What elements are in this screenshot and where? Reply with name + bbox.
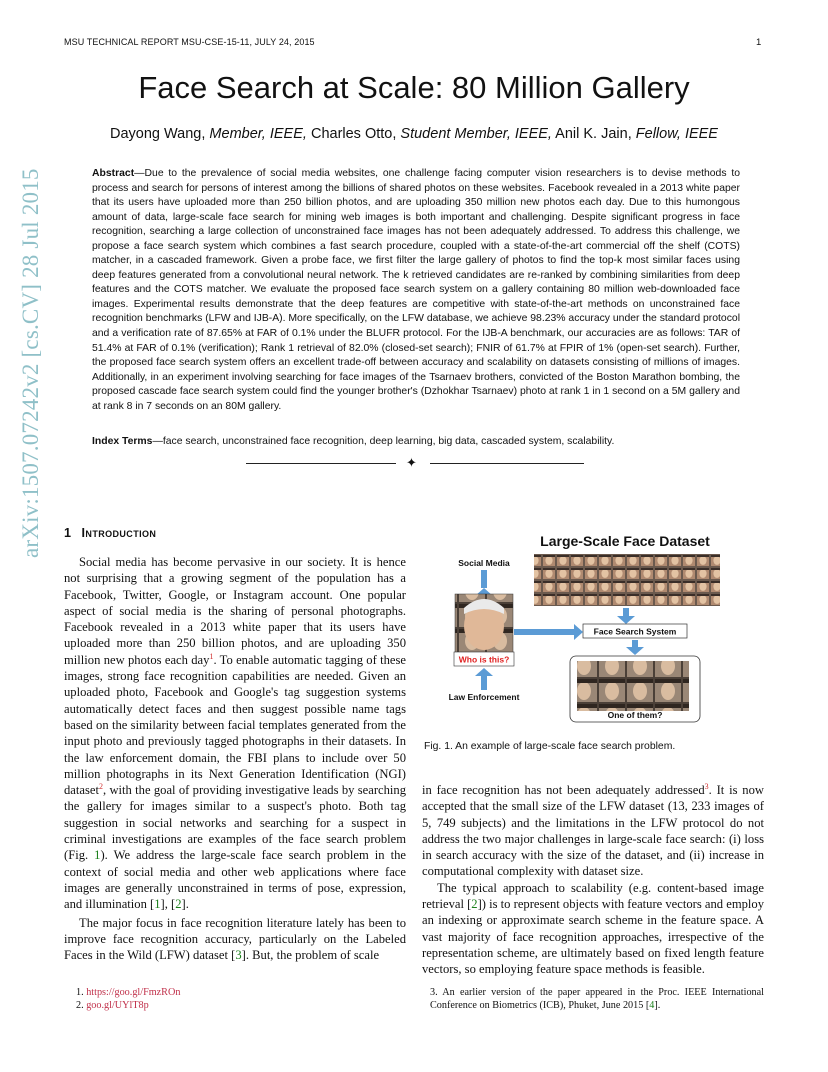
author-list <box>0 126 828 142</box>
page-number: 1 <box>756 37 762 48</box>
result-faces <box>577 661 689 711</box>
separator-rule-right <box>430 463 584 464</box>
author-role: Student Member, IEEE, <box>400 126 552 142</box>
gallery-mosaic <box>534 554 720 606</box>
footnote-link[interactable]: https://goo.gl/FmzROn <box>86 987 181 998</box>
author-name: Anil K. Jain, <box>551 126 636 142</box>
abstract-text: —Due to the prevalence of social media websites, one challenge facing computer vision researchers is to devise methods to process and search for persons of interest among the billions of shared photos on these websites. Facebook revealed in a 2013 white paper that its users have uploaded more than 250 billion photos, and are uploading 350 million new photos each day. Due to this humongous amount of data, large-scale face search for mining web images is both important and challenging. Despite significant progress in face recognition, searching a large collection of unconstrained face images has not been adequately addressed. To address this challenge, we propose a face search system which combines a fast search procedure, coupled with a state-of-the-art commercial off the shelf (COTS) matcher, in a cascaded framework. Given a probe face, we first filter the large gallery of photos to find the top-k most similar faces using deep features generated from a convolutional neural network. The k retrieved candidates are re-ranked by combining similarities from deep features and the COTS matcher. We evaluate the proposed face search system on a gallery containing 80 million web-downloaded face images. Experimental results demonstrate that the deep features are competitive with state-of-the-art methods on unconstrained face recognition benchmarks (LFW and IJB-A). More specifically, on the LFW database, we achieve 98.23% accuracy under the standard protocol and a verification rate of 87.65% at FAR of 0.1% under the BLUFR protocol. For the IJB-A benchmark, our accuracies are as follows: TAR of 51.4% at FAR of 0.1% (verification); Rank 1 retrieval of 82.0% (closed-set search); FNIR of 61.7% at FPIR of 1% (open-set search). Further, the proposed face search system offers an excellent trade-off between accuracy and scalability on datasets consisting of millions of images. Additionally, in an experiment involving searching for face images of the Tsarnaev brothers, convicted of the Boston Marathon bombing, the proposed cascade face search system could find the younger brother's (Dzhokhar Tsarnaev) photo at rank 1 in 1 second on a 5M gallery and at rank 8 in 7 seconds on an 80M gallery. <box>92 168 740 412</box>
abstract <box>92 167 740 414</box>
label-face-search-system: Face Search System <box>593 626 677 637</box>
footnote-3: 3. An earlier version of the paper appeared in the Proc. IEEE International Conference on Biometrics (ICB), Phuket, June 2015 [4]. <box>430 987 764 1011</box>
paragraph: The major focus in face recognition literature lately has been to improve face recognition accuracy, particularly on the Labeled Faces in the Wild (LFW) dataset [3]. But, the problem of scale <box>64 915 406 963</box>
citation-link[interactable]: 1 <box>154 897 161 912</box>
arrowhead <box>574 624 583 640</box>
label-who: Who is this? <box>458 654 510 665</box>
citation-link[interactable]: 2 <box>471 897 478 912</box>
paper-title: Face Search at Scale: 80 Million Gallery <box>138 70 690 105</box>
figure-diagram <box>430 528 730 724</box>
footnote-1: 1. https://goo.gl/FmzROn <box>76 987 181 998</box>
figure-caption: Fig. 1. An example of large-scale face search problem. <box>424 741 676 752</box>
arxiv-stamp: arXiv:1507.07242v2 [cs.CV] 28 Jul 2015 <box>18 168 43 558</box>
index-terms-label: Index Terms <box>92 436 153 447</box>
paragraph: The typical approach to scalability (e.g. content-based image retrieval [2]) is to represent objects with feature vectors and employ an indexing or approximate search scheme in the feature space. A vast majority of face recognition approaches, irrespective of the representation scheme, are ultimately based on fixed length feature vectors, so employing feature space methods is feasible. <box>422 880 765 977</box>
section-number: 1 <box>64 526 72 540</box>
citation-link[interactable]: 3 <box>235 948 242 963</box>
figure-1 <box>430 528 730 724</box>
figure-link[interactable]: 1 <box>94 848 101 863</box>
footnote-marker[interactable]: 3 <box>704 781 709 791</box>
index-terms-text: —face search, unconstrained face recognition, deep learning, big data, cascaded system, scalability. <box>152 436 615 447</box>
author-name: Charles Otto, <box>306 126 401 142</box>
author-name: Dayong Wang, <box>110 126 210 142</box>
citation-link[interactable]: 2 <box>175 897 182 912</box>
column-right-body <box>422 782 764 978</box>
column-left-body <box>64 554 406 963</box>
arrowhead <box>617 616 635 624</box>
index-terms <box>92 436 740 447</box>
label-one-of-them: One of them? <box>607 710 663 720</box>
section-heading <box>64 526 156 540</box>
footnote-marker[interactable]: 2 <box>98 781 103 791</box>
label-social-media: Social Media <box>458 558 510 568</box>
footnote-2: 2. goo.gl/UYlT8p <box>76 1000 149 1011</box>
running-header: MSU TECHNICAL REPORT MSU-CSE-15-11, JULY 24, 2015 <box>64 37 315 47</box>
arrowhead <box>626 647 644 655</box>
abstract-label: Abstract <box>92 168 135 179</box>
footnote-link[interactable]: goo.gl/UYlT8p <box>86 1000 149 1011</box>
paragraph: Social media has become pervasive in our society. It is hence not surprising that a growing segment of the population has a Facebook, Twitter, Google, or Instagram account. One popular aspect of social media is the sharing of personal photographs. Facebook revealed in a 2013 white paper that its users have uploaded more than 250 billion photos, and are uploading 350 million new photos each day$^1$. To enable automatic tagging of these images, strong face recognition capabilities are needed. Given an uploaded photo, Facebook and Google's tag suggestion systems automatically detect faces and then suggest possible name tags based on the similarity between facial templates generated from the input photo and previously tagged photographs in their datasets. In the law enforcement domain, the FBI plans to include over 50 million photographs in its Next Generation Identification (NGI) dataset$^2$, with the goal of providing investigative leads by searching the gallery for images similar to a suspect's photo. Both tag suggestion in social networks and searching for a suspect in criminal investigations are examples of the face search problem (Fig. 1). We address the large-scale face search problem in the context of social media and other web applications where face images are generally unconstrained in terms of pose, expression, and illumination [1], [2]. <box>64 555 406 912</box>
separator-rule-left <box>246 463 396 464</box>
author-role: Fellow, IEEE <box>635 126 718 142</box>
section-title: Introduction <box>81 526 157 540</box>
label-law-enforcement: Law Enforcement <box>448 692 520 702</box>
arrowhead <box>475 668 493 676</box>
citation-link[interactable]: 4 <box>649 1000 655 1011</box>
paragraph: in face recognition has not been adequately addressed$^3$. It is now accepted that the small size of the LFW dataset (13, 233 images of 5, 749 subjects) and the limitations in the LFW protocol do not address the two major challenges in large-scale face search: (i) loss in search accuracy with the size of the dataset, and (ii) increase in computational complexity with dataset size. <box>422 781 764 879</box>
separator-diamond: ✦ <box>406 455 417 470</box>
author-role: Member, IEEE, <box>209 126 307 142</box>
footnote-marker[interactable]: 1 <box>209 651 214 661</box>
figure-title: Large-Scale Face Dataset <box>540 533 710 549</box>
footnotes-left <box>76 986 396 1012</box>
